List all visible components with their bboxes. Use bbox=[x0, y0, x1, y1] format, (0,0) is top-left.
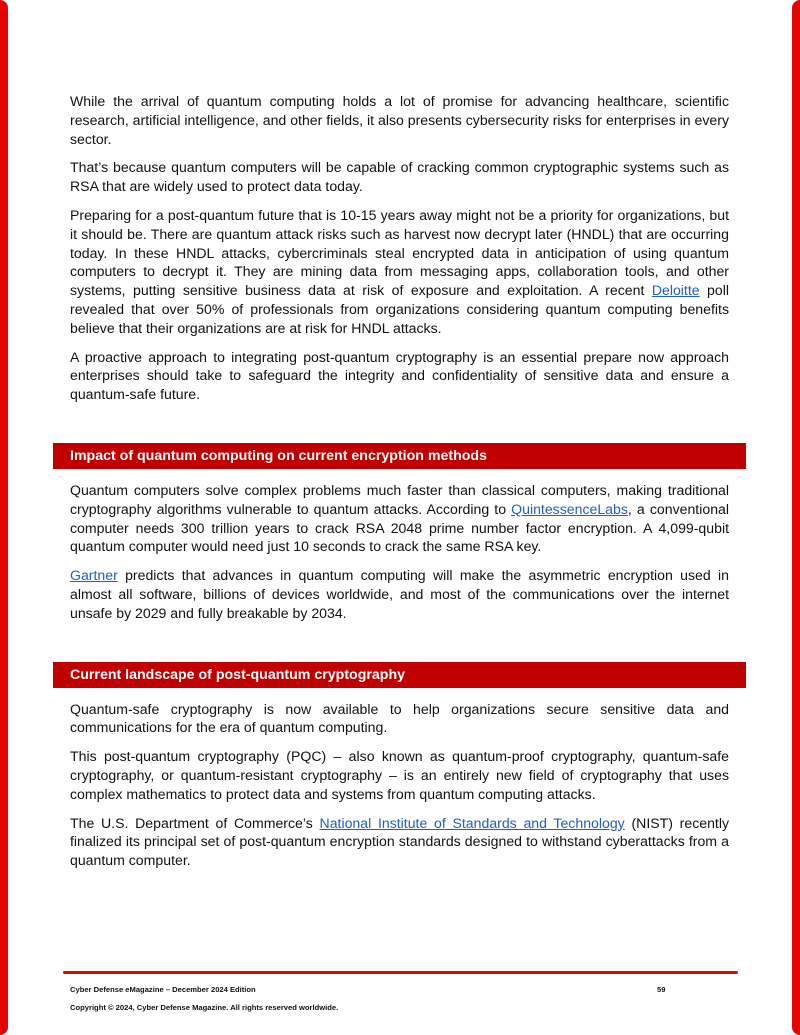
hndl-text-before: Preparing for a post-quantum future that is 10-15 years away might not be a priority for organizations, but it should be. There are quantum attack risks such as harvest now decrypt later (HNDL) that are occurring today. In these HNDL attacks, cybercriminals steal encrypted data in anticipation of using quantum computers to decrypt it. They are mining data from messaging apps, collaboration tools, and other systems, putting sensitive business data at risk of exposure and exploitation. A recent bbox=[70, 206, 729, 299]
quintessencelabs-link[interactable]: QuintessenceLabs bbox=[511, 500, 628, 517]
nist-text-before: The U.S. Department of Commerce’s bbox=[70, 814, 320, 831]
impact-paragraph-1 bbox=[70, 481, 729, 556]
section-heading-landscape: Current landscape of post-quantum cryptography bbox=[53, 662, 746, 688]
intro-paragraph-1: While the arrival of quantum computing holds a lot of promise for advancing healthcare, scientific research, artificial intelligence, and other fields, it also presents cybersecurity risks for enterprises in every sector. bbox=[70, 93, 729, 147]
nist-text-after: (NIST) recently finalized its principal set of post-quantum encryption standards designed to withstand cyberattacks from a quantum computer. bbox=[70, 814, 730, 869]
footer-magazine-title: Cyber Defense eMagazine – December 2024 Edition bbox=[70, 985, 256, 994]
proactive-paragraph: A proactive approach to integrating post-quantum cryptography is an essential prepare now approach enterprises should take to safeguard the integrity and confidentiality of sensitive data and ensure a quantum-safe future. bbox=[70, 348, 729, 403]
impact-text-after: , a conventional computer needs 300 trillion years to crack RSA 2048 prime number factor encryption. A 4,099-qubit quantum computer would need just 10 seconds to crack the same RSA key. bbox=[70, 500, 730, 555]
section-heading-impact: Impact of quantum computing on current encryption methods bbox=[53, 443, 746, 469]
landscape-paragraph-3 bbox=[70, 814, 729, 870]
footer-page-number: 59 bbox=[657, 985, 666, 994]
article-body bbox=[70, 92, 729, 880]
nist-link[interactable]: National Institute of Standards and Technology bbox=[319, 814, 625, 831]
footer-rule bbox=[63, 971, 738, 974]
left-page-edge bbox=[0, 0, 8, 1035]
landscape-paragraph-1: Quantum-safe cryptography is now available to help organizations secure sensitive data and communications for the era of quantum computing. bbox=[70, 700, 729, 736]
impact-paragraph-2 bbox=[70, 566, 729, 622]
footer-copyright: Copyright © 2024, Cyber Defense Magazine. All rights reserved worldwide. bbox=[70, 1003, 339, 1012]
right-page-edge bbox=[792, 0, 800, 1035]
impact-text-before: Quantum computers solve complex problems much faster than classical computers, making traditional cryptography algorithms vulnerable to quantum attacks. According to bbox=[70, 481, 729, 517]
hndl-text-after: poll revealed that over 50% of professionals from organizations considering quantum computing benefits believe that their organizations are at risk for HNDL attacks. bbox=[70, 282, 729, 336]
landscape-paragraph-2: This post-quantum cryptography (PQC) – also known as quantum-proof cryptography, quantum-safe cryptography, or quantum-resistant cryptography – is an entirely new field of cryptography that uses complex mathematics to protect data and systems from quantum computing attacks. bbox=[70, 748, 729, 802]
deloitte-link[interactable]: Deloitte bbox=[651, 282, 700, 299]
gartner-text-after: predicts that advances in quantum computing will make the asymmetric encryption used in almost all software, billions of devices worldwide, and most of the communications over the internet unsafe by 2029 and fully breakable by 2034. bbox=[70, 567, 729, 621]
gartner-link[interactable]: Gartner bbox=[70, 567, 118, 584]
hndl-paragraph bbox=[70, 206, 729, 338]
intro-paragraph-2: That’s because quantum computers will be capable of cracking common cryptographic systems such as RSA that are widely used to protect data today. bbox=[70, 159, 729, 195]
